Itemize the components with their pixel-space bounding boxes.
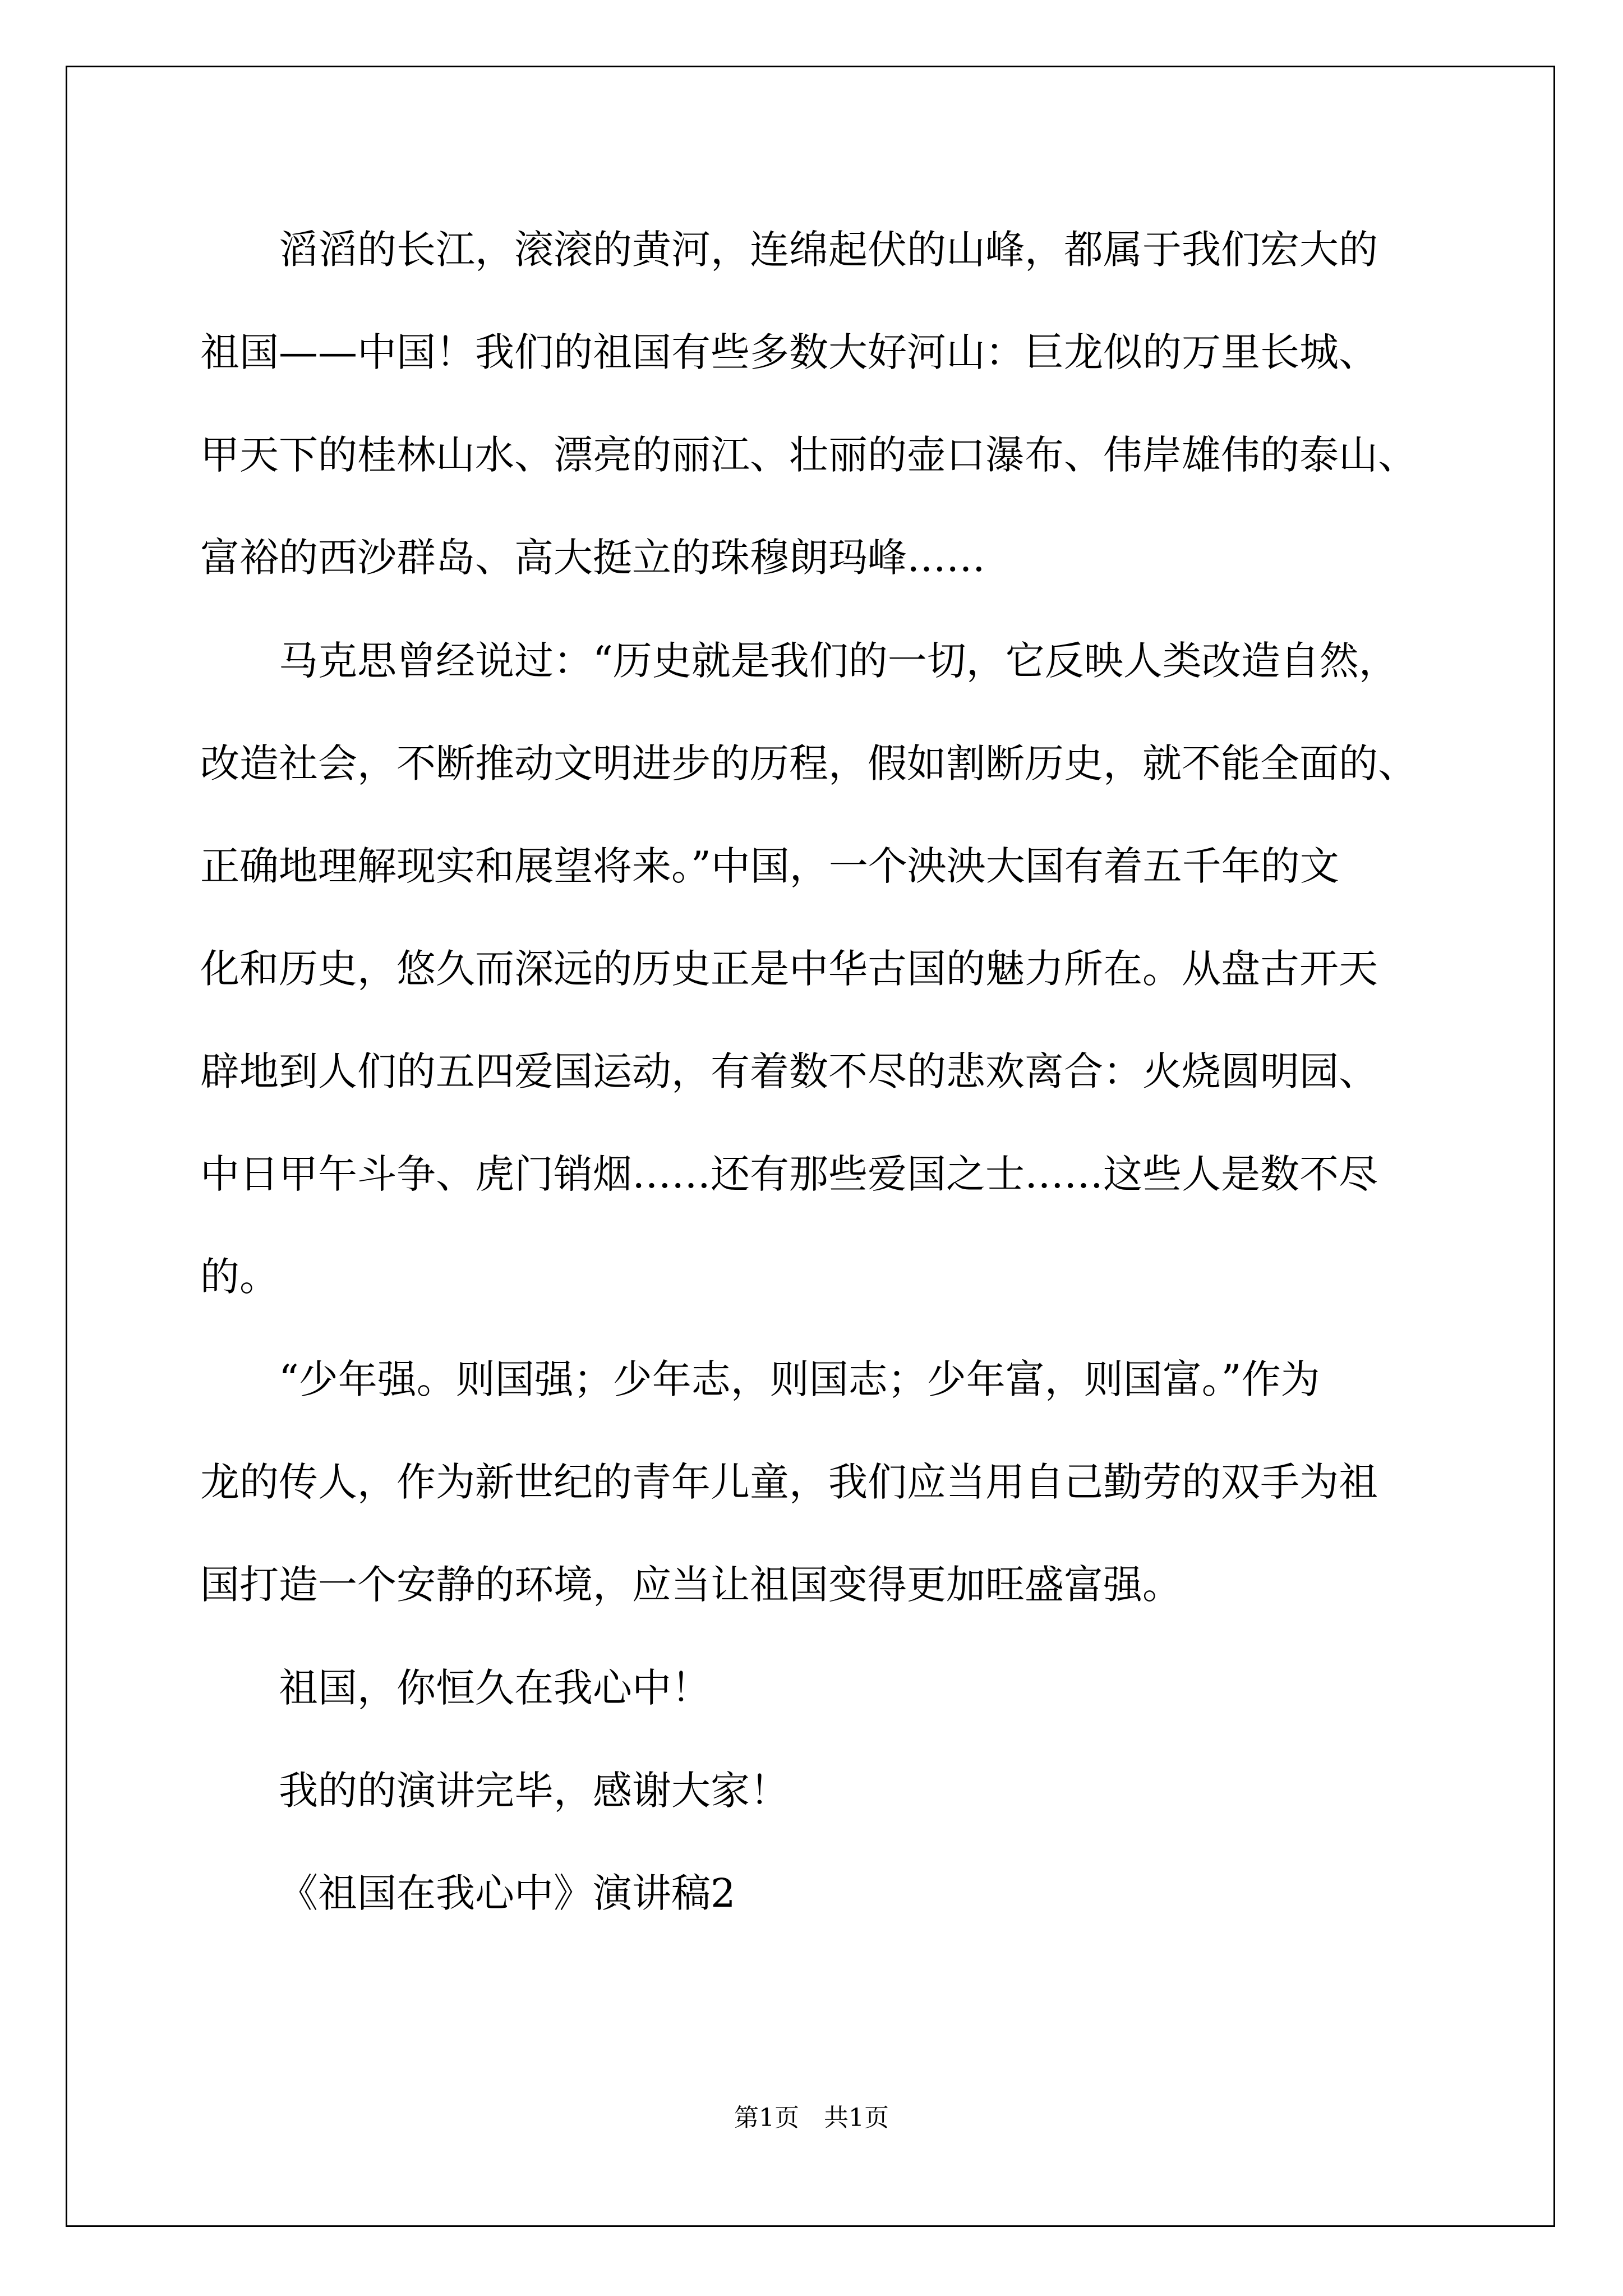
paragraph-2-line-7: 的。 [200,1254,279,1300]
paragraph-5-line-1: 我的的演讲完毕，感谢大家！ [279,1768,789,1814]
paragraph-2-line-2: 改造社会，不断推动文明进步的历程，假如割断历史，就不能全面的、 [200,740,1417,786]
paragraph-1-line-2: 祖国——中国！我们的祖国有些多数大好河山：巨龙似的万里长城、 [200,329,1378,375]
paragraph-2-line-5: 辟地到人们的五四爱国运动，有着数不尽的悲欢离合：火烧圆明园、 [200,1048,1378,1094]
paragraph-2-line-4: 化和历史，悠久而深远的历史正是中华古国的魅力所在。从盘古开天 [200,946,1378,992]
paragraph-1-line-4: 富裕的西沙群岛、高大挺立的珠穆朗玛峰…… [200,535,985,581]
paragraph-1-line-3: 甲天下的桂林山水、漂亮的丽江、壮丽的壶口瀑布、伟岸雄伟的泰山、 [200,432,1417,478]
paragraph-2-line-6: 中日甲午斗争、虎门销烟……还有那些爱国之士……这些人是数不尽 [200,1151,1378,1197]
paragraph-3-line-3: 国打造一个安静的环境，应当让祖国变得更加旺盛富强。 [200,1562,1182,1608]
paragraph-1-line-1: 滔滔的长江，滚滚的黄河，连绵起伏的山峰，都属于我们宏大的 [279,227,1378,273]
paragraph-2-line-1: 马克思曾经说过：“历史就是我们的一切，它反映人类改造自然， [279,638,1398,684]
paragraph-3-line-2: 龙的传人，作为新世纪的青年儿童，我们应当用自己勤劳的双手为祖 [200,1459,1378,1505]
paragraph-3-line-1: “少年强。则国强；少年志，则国志；少年富，则国富。”作为 [279,1356,1320,1402]
paragraph-4-line-1: 祖国，你恒久在我心中！ [279,1665,711,1711]
page-footer: 第1页 共1页 [734,2104,889,2132]
section-heading: 《祖国在我心中》演讲稿2 [279,1870,736,1916]
paragraph-2-line-3: 正确地理解现实和展望将来。”中国，一个泱泱大国有着五千年的文 [200,843,1339,889]
